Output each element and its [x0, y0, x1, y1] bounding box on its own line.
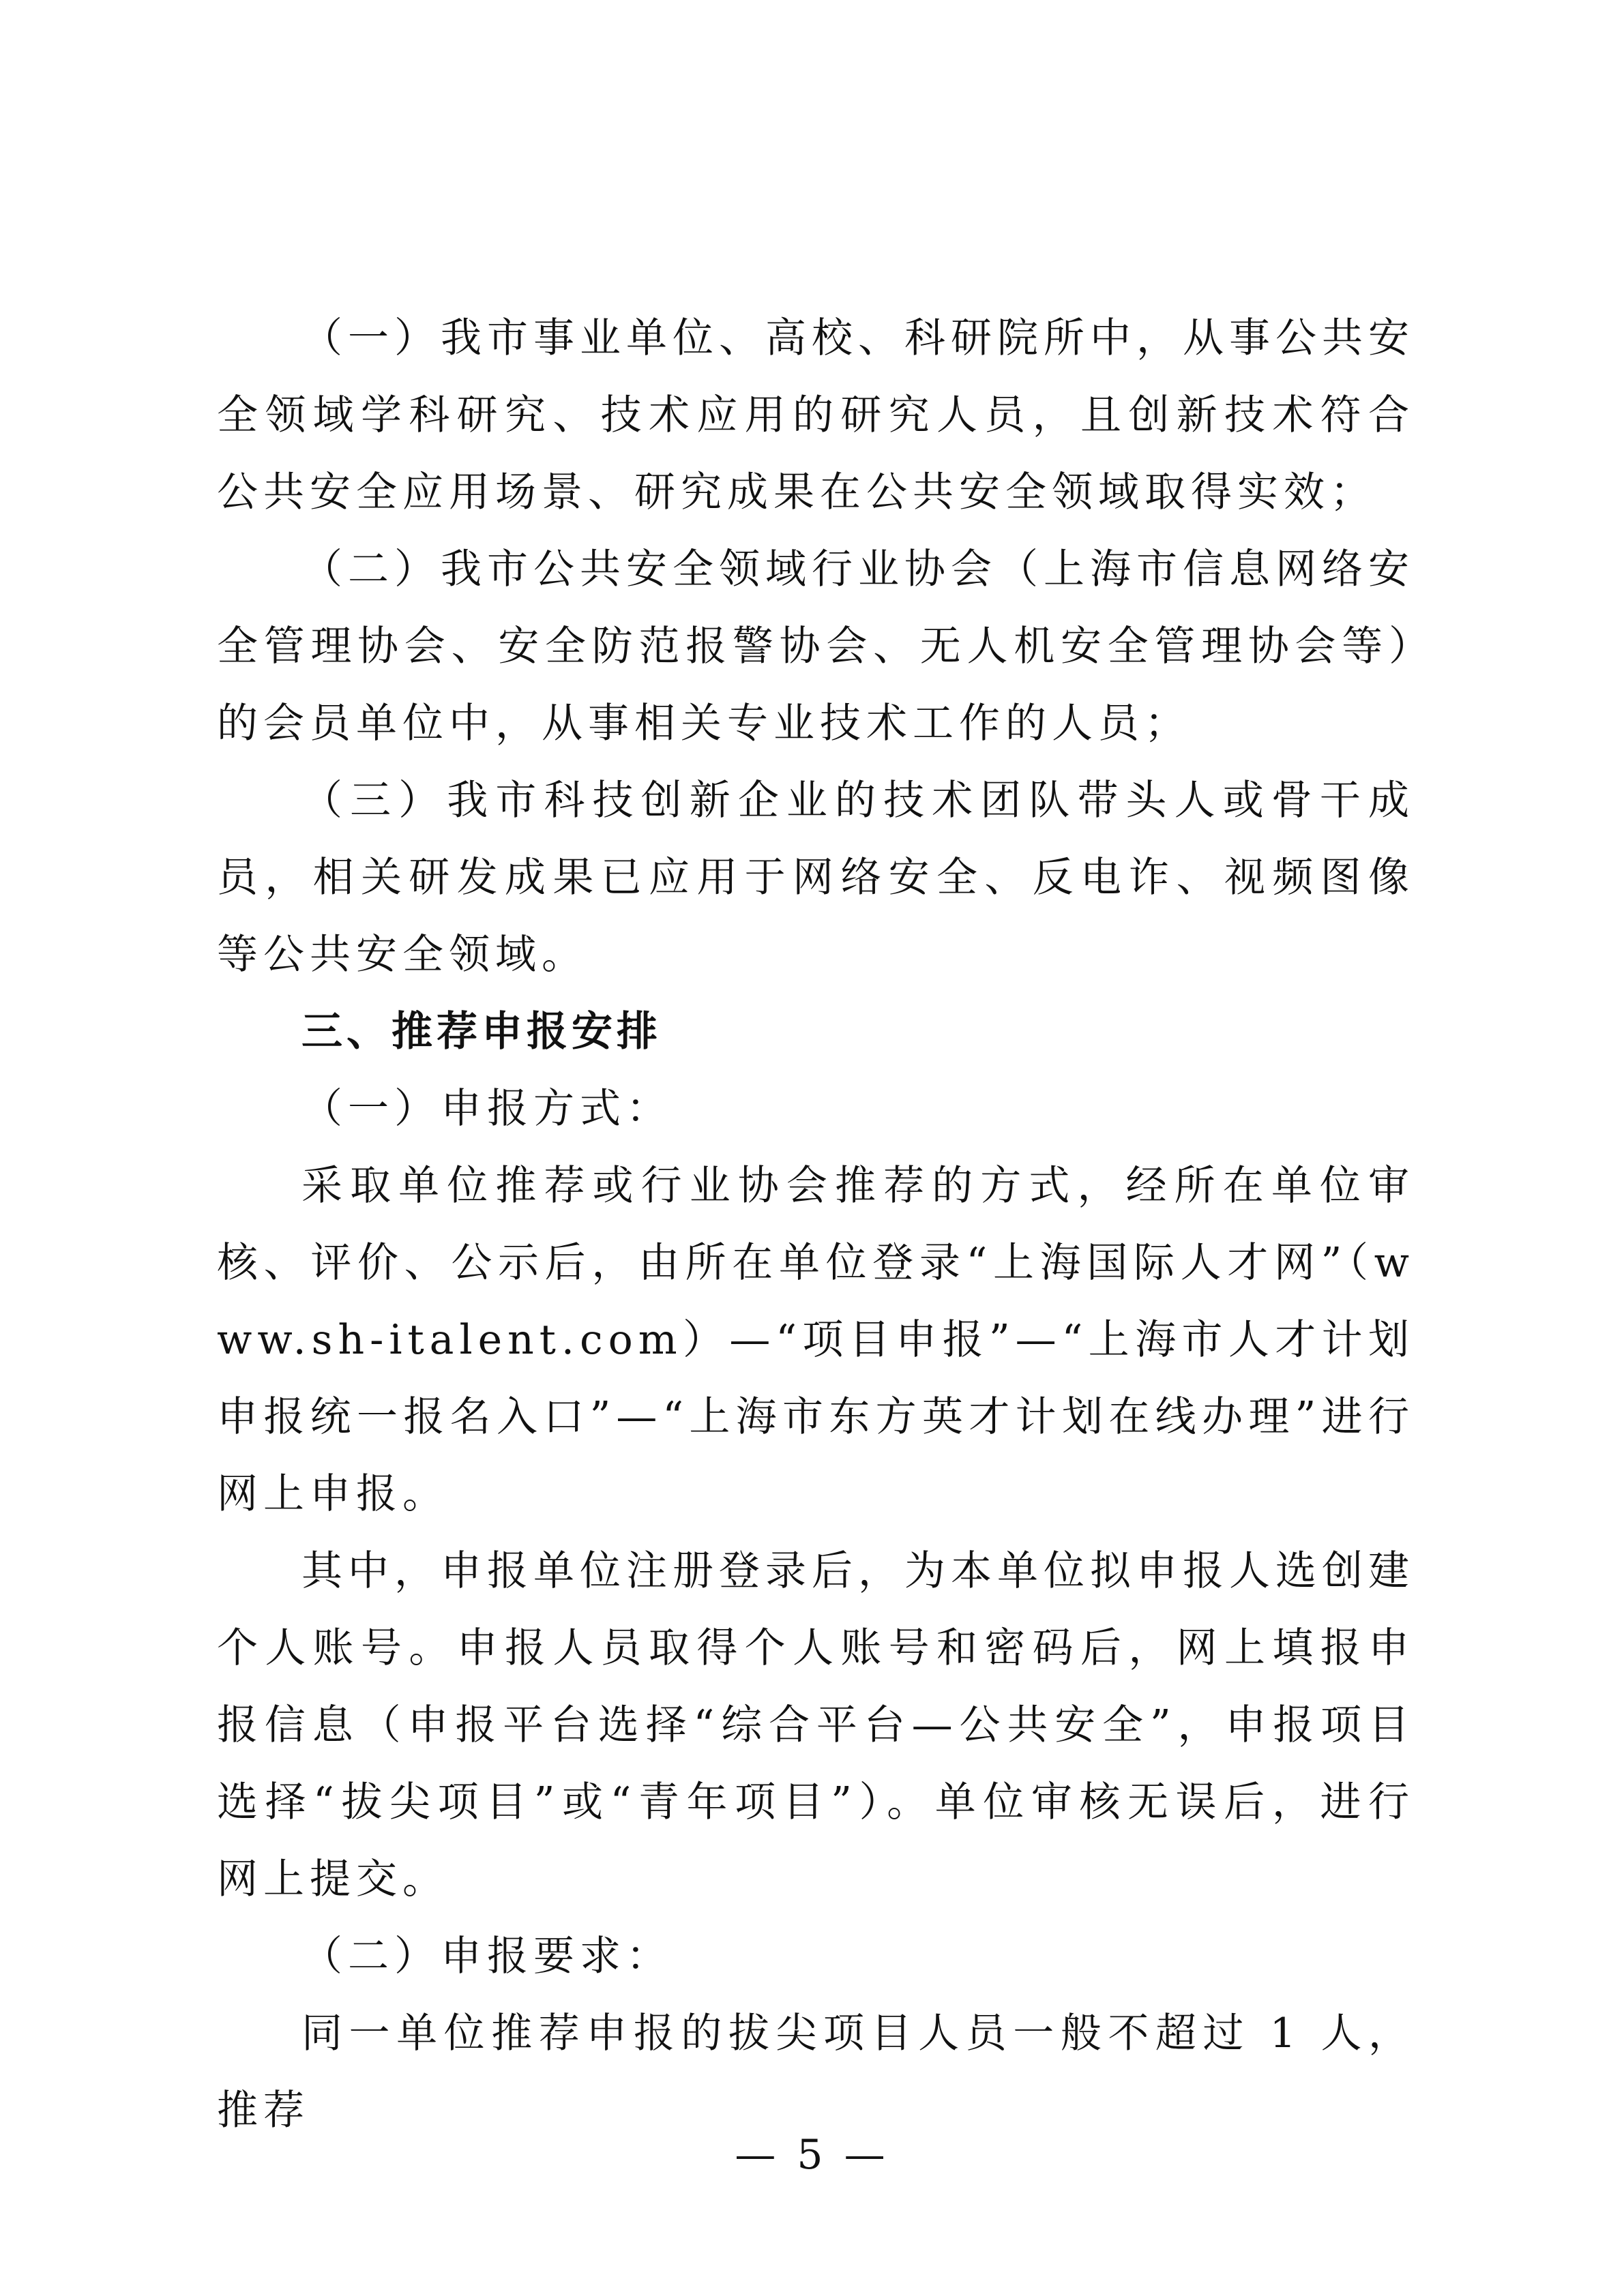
subsection-heading-requirements: （二）申报要求： [301, 1933, 673, 1980]
section-heading: 三、推荐申报安排 [301, 1008, 662, 1056]
method-paragraph-2: 其中，申报单位注册登录后，为本单位拟申报人选创建个人账号。申报人员取得个人账号和密码后，网上填报申报信息（申报平台选择“综合平台—公共安全”，申报项目选择“拔尖项目”或“青年项目”）。单位审核无误后，进行网上提交。 [217, 1547, 1415, 1903]
document-body [217, 300, 1415, 2149]
method-paragraph-1: 采取单位推荐或行业协会推荐的方式，经所在单位审核、评价、公示后，由所在单位登录“上海国际人才网”（www.sh-italent.com）—“项目申报”—“上海市人才计划申报统一报名入口”—“上海市东方英才计划在线办理”进行网上申报。 [217, 1162, 1415, 1518]
eligibility-item-2: （二）我市公共安全领域行业协会（上海市信息网络安全管理协会、安全防范报警协会、无人机安全管理协会等）的会员单位中，从事相关专业技术工作的人员； [217, 546, 1415, 747]
subsection-heading-method: （一）申报方式： [301, 1085, 673, 1133]
requirement-paragraph: 同一单位推荐申报的拔尖项目人员一般不超过 1 人，推荐 [217, 2010, 1415, 2134]
page-number: — 5 — [735, 2131, 889, 2179]
eligibility-item-1: （一）我市事业单位、高校、科研院所中，从事公共安全领域学科研究、技术应用的研究人员，且创新技术符合公共安全应用场景、研究成果在公共安全领域取得实效； [217, 314, 1415, 516]
eligibility-item-3: （三）我市科技创新企业的技术团队带头人或骨干成员，相关研发成果已应用于网络安全、反电诈、视频图像等公共安全领域。 [217, 777, 1415, 979]
